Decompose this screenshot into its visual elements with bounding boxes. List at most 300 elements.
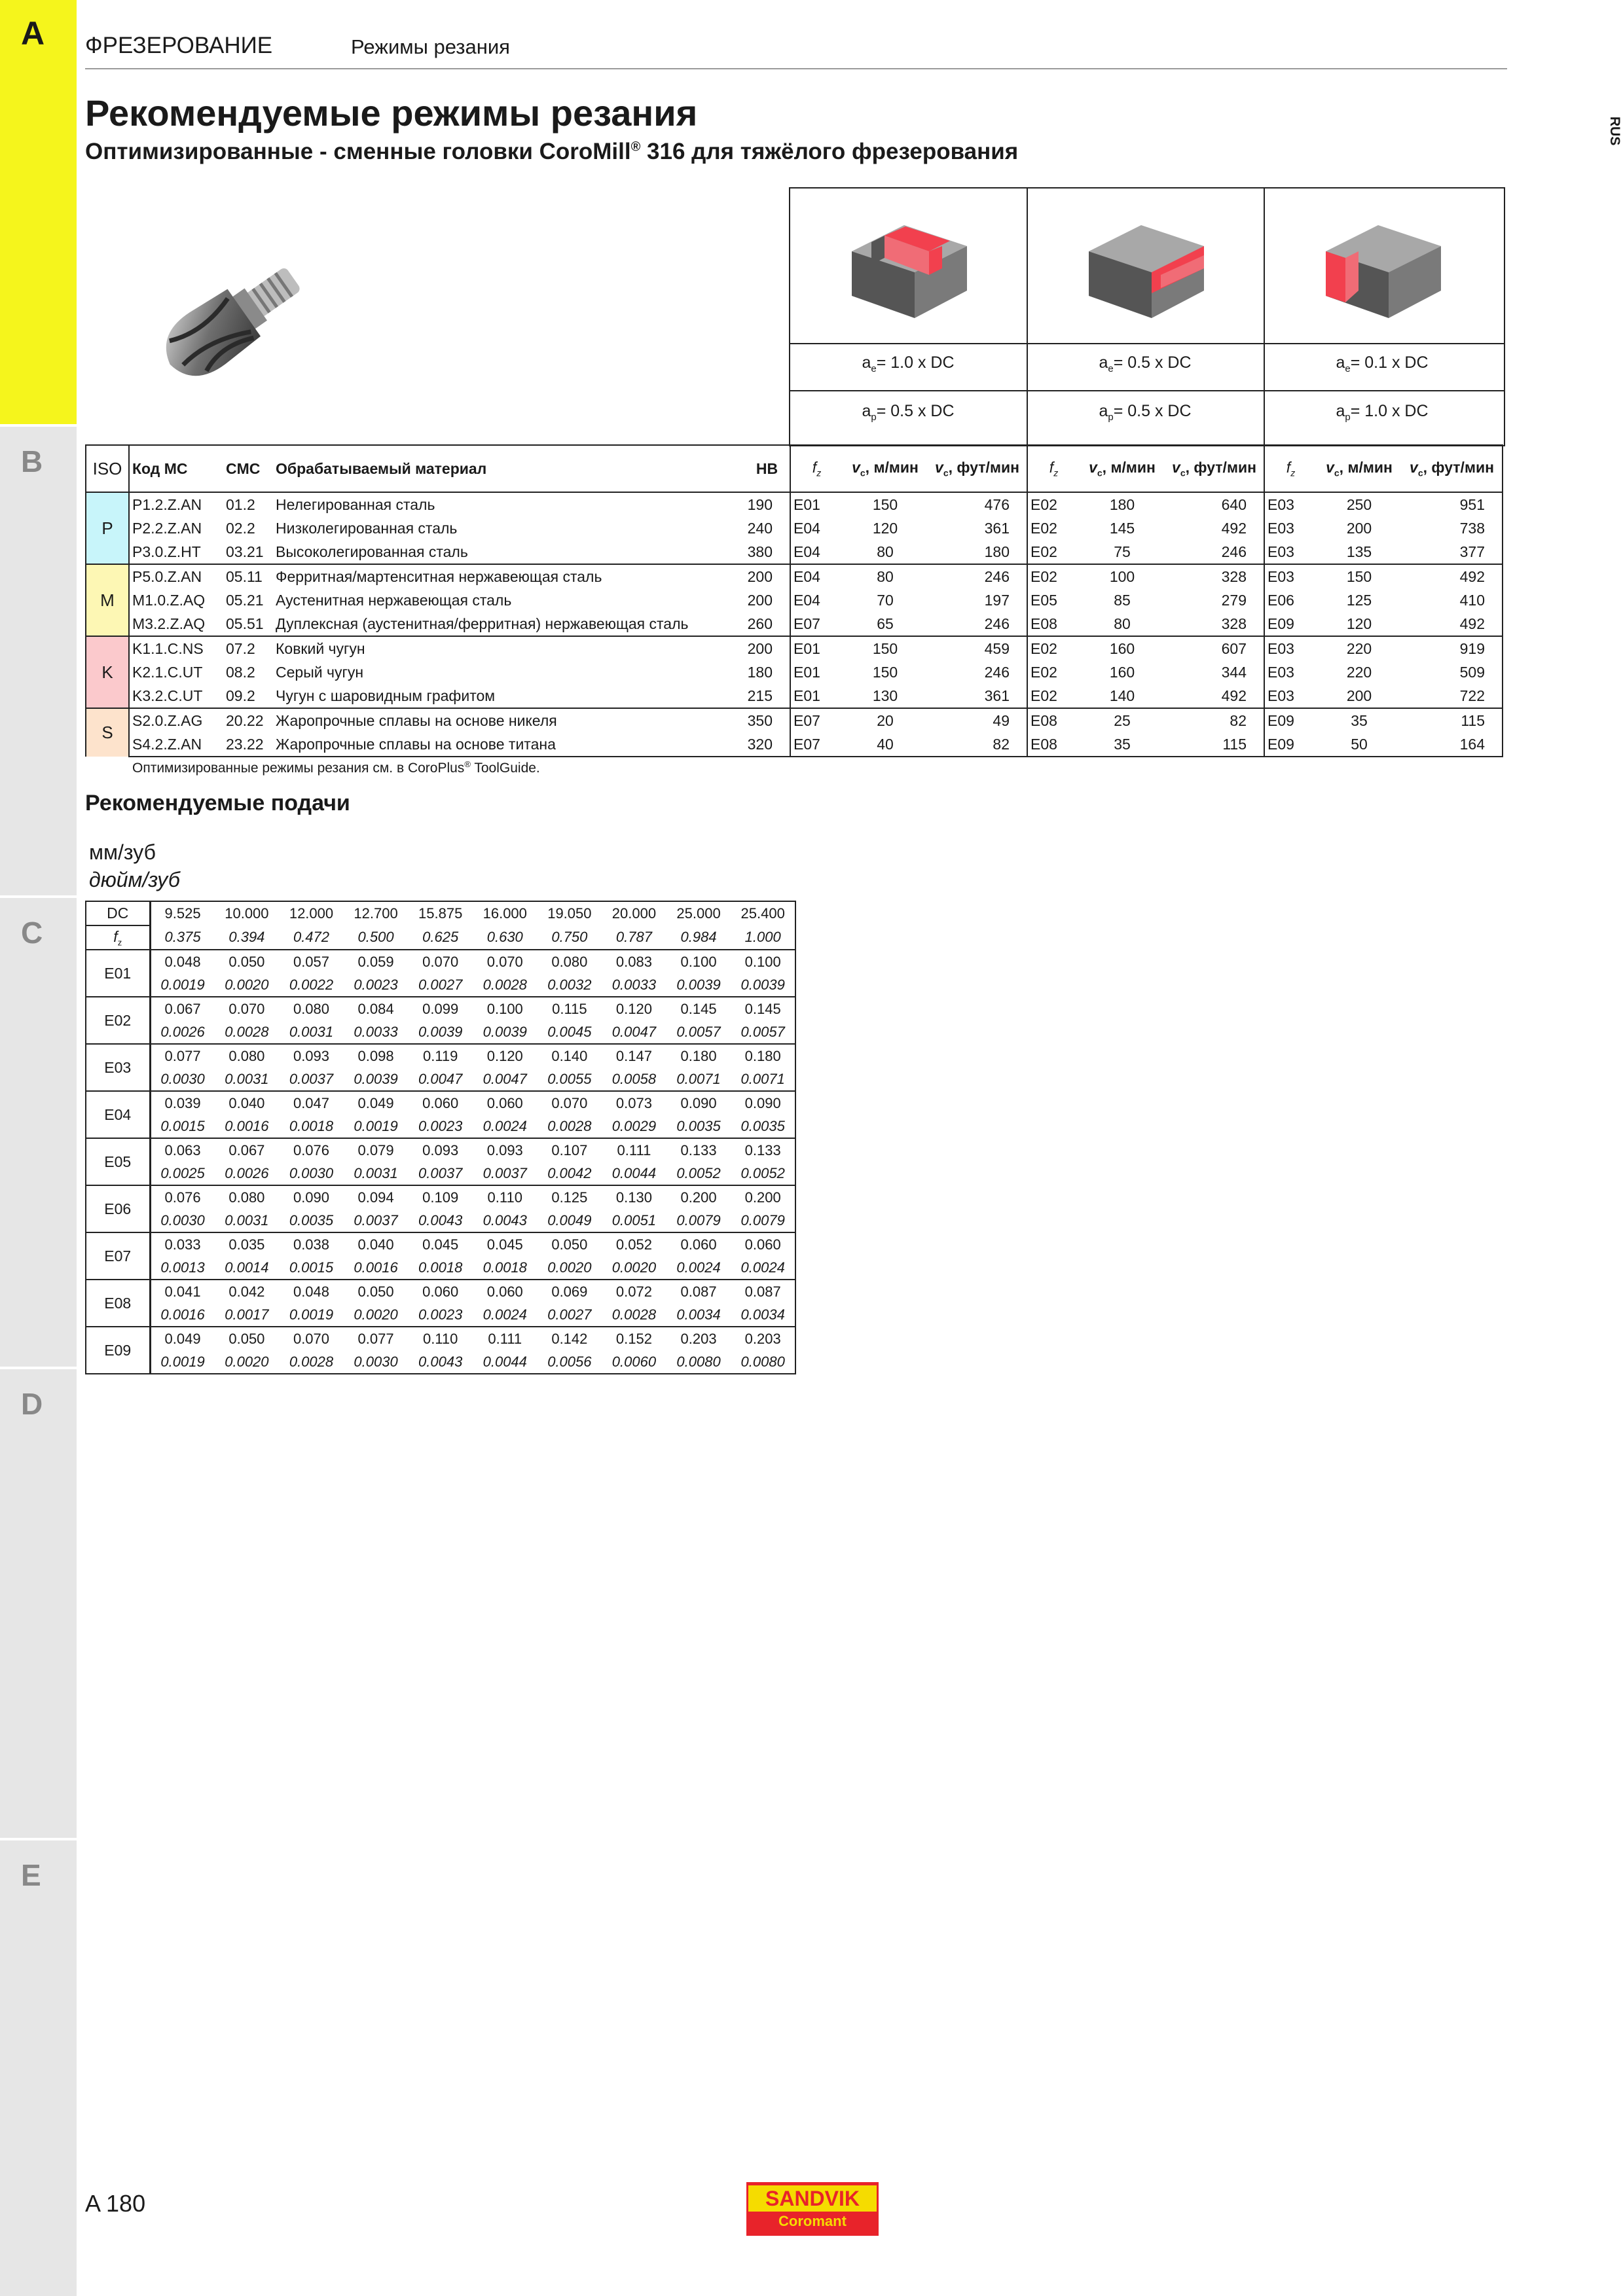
dc-inch-cell: 0.394 [228, 929, 265, 945]
tab-letter: A [21, 15, 45, 52]
dc-mm-cell: 16.000 [483, 905, 527, 922]
feed-inch-cell: 0.0032 [547, 976, 592, 993]
vc-m-cell: 25 [1080, 708, 1165, 732]
vc-ft-cell: 49 [928, 708, 1027, 732]
fz-group-cell: E02 [1030, 687, 1057, 704]
feed-mm-cell: 0.050 [215, 950, 280, 973]
fz-group-cell: E01 [790, 636, 843, 660]
table-header-row [86, 445, 1503, 492]
feed-mm-cell: 0.142 [538, 1327, 602, 1350]
dc-inch-cell: 0.630 [486, 929, 523, 945]
fz-group-cell: E08 [1027, 708, 1080, 732]
table-row [86, 492, 1503, 516]
feed-inch-cell: 0.0044 [483, 1353, 527, 1370]
feed-mm-cell: 0.120 [473, 1044, 538, 1067]
vc-m-cell: 80 [843, 564, 928, 588]
hb-cell: 260 [744, 612, 790, 636]
section-tab-a[interactable] [0, 0, 77, 424]
shoulder-half-icon [1082, 212, 1211, 319]
hb-cell: 200 [744, 588, 790, 612]
feed-mm-cell: 0.110 [473, 1185, 538, 1209]
feed-mm-cell: 0.120 [602, 997, 666, 1020]
feed-mm-cell: 0.033 [150, 1232, 215, 1256]
feeds-row [86, 950, 795, 973]
feed-inch-cell: 0.0030 [354, 1353, 398, 1370]
feeds-dc-inch-row [86, 925, 795, 950]
material-cell: Жаропрочные сплавы на основе титана [273, 732, 744, 757]
feed-mm-cell: 0.099 [408, 997, 473, 1020]
col-iso: ISO [86, 445, 129, 492]
col-mc: Код MC [129, 445, 223, 492]
feed-inch-cell: 0.0017 [225, 1306, 269, 1323]
feeds-row [86, 997, 795, 1020]
feed-mm-cell: 0.070 [215, 997, 280, 1020]
feed-mm-cell: 0.077 [344, 1327, 409, 1350]
vc-m-cell: 200 [1346, 687, 1372, 704]
fz-group-cell: E03 [1267, 519, 1294, 537]
feed-mm-cell: 0.180 [731, 1044, 795, 1067]
feed-inch-cell: 0.0052 [740, 1164, 785, 1181]
tab-letter: C [21, 916, 43, 950]
milling-head-image [143, 247, 326, 391]
fz-group-cell: E09 [1264, 732, 1317, 757]
fz-group-cell: E01 [793, 687, 820, 704]
feed-mm-cell: 0.047 [279, 1091, 344, 1115]
feed-inch-cell: 0.0057 [676, 1023, 721, 1040]
vc-ft-cell: 328 [1165, 564, 1264, 588]
feeds-row [86, 1327, 795, 1350]
registered-mark: ® [630, 139, 641, 154]
fz-group-cell: E04 [790, 564, 843, 588]
feeds-row [86, 973, 795, 997]
feed-mm-cell: 0.087 [731, 1280, 795, 1303]
vc-ft-cell: 459 [928, 636, 1027, 660]
mc-code-cell: M3.2.Z.AQ [132, 615, 206, 632]
feed-inch-cell: 0.0039 [740, 976, 785, 993]
feeds-dc-row [86, 901, 795, 925]
feed-inch-cell: 0.0044 [611, 1164, 657, 1181]
feed-group-cell: E09 [86, 1327, 150, 1374]
vc-m-cell: 75 [1114, 543, 1131, 560]
feed-inch-cell: 0.0030 [160, 1211, 205, 1229]
feed-inch-cell: 0.0020 [547, 1259, 592, 1276]
vc-m-cell: 150 [872, 663, 898, 681]
cmc-code-cell: 07.2 [223, 636, 273, 660]
feed-group-cell: E01 [86, 950, 150, 997]
feed-mm-cell: 0.049 [150, 1327, 215, 1350]
dc-mm-cell: 9.525 [164, 905, 201, 922]
mc-code-cell: K3.2.C.UT [132, 687, 203, 704]
feed-inch-cell: 0.0023 [354, 976, 398, 993]
material-cell: Низколегированная сталь [276, 519, 458, 537]
feed-mm-cell: 0.039 [150, 1091, 215, 1115]
mc-code-cell: S2.0.Z.AG [129, 708, 223, 732]
vc-ft-cell: 607 [1165, 636, 1264, 660]
col-vc-m-1: $v_c$, м/мин [843, 445, 928, 492]
feed-mm-cell: 0.057 [279, 950, 344, 973]
dc-mm-cell: 20.000 [611, 905, 657, 922]
dc-mm-cell: 19.050 [547, 905, 592, 922]
feed-inch-cell: 0.0024 [676, 1259, 721, 1276]
section-tab-c[interactable] [0, 898, 77, 1367]
feed-inch-cell: 0.0018 [289, 1117, 334, 1134]
feed-group-cell: E03 [86, 1044, 150, 1091]
hb-cell: 215 [744, 684, 790, 708]
vc-ft-cell: 640 [1165, 492, 1264, 516]
fz-group-cell: E02 [1030, 543, 1057, 560]
feed-mm-cell: 0.147 [602, 1044, 666, 1067]
feed-inch-cell: 0.0031 [225, 1211, 269, 1229]
fz-group-cell: E07 [790, 732, 843, 757]
ap-label-1: $a_p= 0.5$ x DC [862, 402, 955, 423]
fz-group-cell: E04 [793, 519, 820, 537]
feed-mm-cell: 0.063 [150, 1138, 215, 1162]
feed-mm-cell: 0.079 [344, 1138, 409, 1162]
feeds-table [85, 901, 796, 1374]
feed-mm-cell: 0.098 [344, 1044, 409, 1067]
dc-inch-cell: 0.625 [422, 929, 459, 945]
vc-ft-cell: 492 [1165, 516, 1264, 540]
feeds-row [86, 1256, 795, 1280]
vc-m-cell: 150 [843, 636, 928, 660]
dc-mm-cell: 10.000 [225, 905, 269, 922]
table-row [86, 636, 1503, 660]
feeds-row [86, 1209, 795, 1232]
feed-mm-cell: 0.100 [731, 950, 795, 973]
feed-inch-cell: 0.0080 [676, 1353, 721, 1370]
fz-group-cell: E07 [790, 708, 843, 732]
vc-ft-cell: 180 [928, 540, 1027, 564]
vc-ft-cell: 246 [928, 564, 1027, 588]
vc-ft-cell: 82 [1165, 708, 1264, 732]
dc-inch-cell: 0.472 [293, 929, 330, 945]
feed-inch-cell: 0.0047 [611, 1023, 657, 1040]
feed-mm-cell: 0.180 [666, 1044, 731, 1067]
feed-mm-cell: 0.080 [215, 1044, 280, 1067]
feed-mm-cell: 0.050 [538, 1232, 602, 1256]
feed-mm-cell: 0.076 [279, 1138, 344, 1162]
vc-ft-cell: 197 [928, 588, 1027, 612]
feeds-row [86, 1350, 795, 1374]
hb-cell: 200 [744, 636, 790, 660]
feed-inch-cell: 0.0031 [354, 1164, 398, 1181]
feed-mm-cell: 0.100 [473, 997, 538, 1020]
feed-inch-cell: 0.0028 [289, 1353, 334, 1370]
feed-inch-cell: 0.0016 [354, 1259, 398, 1276]
col-cmc: CMC [223, 445, 273, 492]
table-row [86, 708, 1503, 732]
col-material: Обрабатываемый материал [273, 445, 744, 492]
fz-group-cell: E02 [1027, 492, 1080, 516]
vc-m-cell: 50 [1317, 732, 1402, 757]
vc-m-cell: 20 [843, 708, 928, 732]
vc-m-cell: 160 [1080, 636, 1165, 660]
feed-mm-cell: 0.038 [279, 1232, 344, 1256]
cmc-code-cell: 08.2 [226, 663, 255, 681]
feed-mm-cell: 0.060 [473, 1280, 538, 1303]
feeds-row [86, 1232, 795, 1256]
cmc-code-cell: 09.2 [226, 687, 255, 704]
hb-cell: 350 [744, 708, 790, 732]
feed-group-cell: E04 [86, 1091, 150, 1138]
material-cell: Чугун с шаровидным графитом [276, 687, 496, 704]
hb-cell: 320 [744, 732, 790, 757]
feed-mm-cell: 0.090 [666, 1091, 731, 1115]
feed-mm-cell: 0.048 [150, 950, 215, 973]
feed-inch-cell: 0.0023 [418, 1306, 463, 1323]
feeds-row [86, 1280, 795, 1303]
col-vc-ft-2: $v_c$, фут/мин [1165, 445, 1264, 492]
feed-mm-cell: 0.200 [666, 1185, 731, 1209]
feed-inch-cell: 0.0030 [160, 1070, 205, 1087]
vc-ft-cell: 115 [1165, 732, 1264, 757]
feed-inch-cell: 0.0027 [547, 1306, 592, 1323]
fz-group-cell: E03 [1267, 543, 1294, 560]
tab-letter: B [21, 444, 43, 478]
feed-inch-cell: 0.0049 [547, 1211, 592, 1229]
fz-group-cell: E09 [1264, 708, 1317, 732]
vc-ft-cell: 410 [1402, 588, 1503, 612]
feed-mm-cell: 0.093 [279, 1044, 344, 1067]
feed-inch-cell: 0.0037 [418, 1164, 463, 1181]
ae-label-3: $a_e= 0.1$ x DC [1336, 353, 1429, 374]
feed-mm-cell: 0.093 [408, 1138, 473, 1162]
hb-cell: 200 [744, 564, 790, 588]
feed-mm-cell: 0.203 [731, 1327, 795, 1350]
vc-ft-cell: 246 [928, 612, 1027, 636]
cmc-code-cell: 05.21 [226, 591, 264, 609]
cmc-code-cell: 05.11 [223, 564, 273, 588]
feed-inch-cell: 0.0033 [611, 976, 657, 993]
feed-inch-cell: 0.0071 [676, 1070, 721, 1087]
vc-ft-cell: 476 [928, 492, 1027, 516]
fz-group-cell: E02 [1030, 519, 1057, 537]
fz-group-cell: E01 [793, 663, 820, 681]
feed-mm-cell: 0.067 [215, 1138, 280, 1162]
table-row [86, 588, 1503, 612]
feed-mm-cell: 0.040 [215, 1091, 280, 1115]
feed-group-cell: E07 [86, 1232, 150, 1280]
feed-group-cell: E02 [86, 997, 150, 1044]
vc-m-cell: 150 [843, 492, 928, 516]
feed-inch-cell: 0.0043 [418, 1353, 463, 1370]
vc-ft-cell: 164 [1402, 732, 1503, 757]
feed-mm-cell: 0.069 [538, 1280, 602, 1303]
mc-code-cell: K1.1.C.NS [129, 636, 223, 660]
fz-group-cell: E03 [1264, 636, 1317, 660]
fz-group-cell: E02 [1030, 663, 1057, 681]
feed-inch-cell: 0.0028 [611, 1306, 657, 1323]
unit-inch-label: дюйм/зуб [89, 868, 180, 891]
feed-mm-cell: 0.059 [344, 950, 409, 973]
feed-inch-cell: 0.0052 [676, 1164, 721, 1181]
feed-mm-cell: 0.040 [344, 1232, 409, 1256]
feed-inch-cell: 0.0026 [225, 1164, 269, 1181]
fz-group-cell: E08 [1030, 615, 1057, 632]
feed-inch-cell: 0.0020 [611, 1259, 657, 1276]
feed-mm-cell: 0.060 [731, 1232, 795, 1256]
hb-cell: 380 [744, 540, 790, 564]
feed-inch-cell: 0.0013 [160, 1259, 205, 1276]
col-vc-m-3: $v_c$, м/мин [1317, 445, 1402, 492]
vc-m-cell: 180 [1080, 492, 1165, 516]
feed-inch-cell: 0.0042 [547, 1164, 592, 1181]
fz-group-cell: E02 [1027, 564, 1080, 588]
feed-mm-cell: 0.060 [473, 1091, 538, 1115]
col-hb: HB [744, 445, 790, 492]
feed-mm-cell: 0.133 [731, 1138, 795, 1162]
feed-mm-cell: 0.145 [731, 997, 795, 1020]
feed-mm-cell: 0.093 [473, 1138, 538, 1162]
feeds-row [86, 1044, 795, 1067]
fz-group-cell: E03 [1264, 564, 1317, 588]
mc-code-cell: P1.2.Z.AN [129, 492, 223, 516]
feed-group-cell: E06 [86, 1185, 150, 1232]
ap-label-2: $a_p= 0.5$ x DC [1099, 402, 1192, 423]
vc-ft-cell: 361 [928, 516, 1027, 540]
vc-ft-cell: 738 [1402, 516, 1503, 540]
material-cell: Дуплексная (аустенитная/ферритная) нержавеющая сталь [276, 615, 689, 632]
dc-inch-cell: 0.750 [551, 929, 588, 945]
feed-inch-cell: 0.0060 [611, 1353, 657, 1370]
feed-inch-cell: 0.0037 [289, 1070, 334, 1087]
feeds-row [86, 1185, 795, 1209]
feed-inch-cell: 0.0058 [611, 1070, 657, 1087]
shoulder-thin-icon [1319, 212, 1448, 319]
vc-m-cell: 130 [872, 687, 898, 704]
feed-inch-cell: 0.0079 [676, 1211, 721, 1229]
col-vc-ft-1: $v_c$, фут/мин [928, 445, 1027, 492]
subtitle-text-end: 316 для тяжёлого фрезерования [640, 139, 1019, 164]
vc-m-cell: 40 [843, 732, 928, 757]
feed-mm-cell: 0.090 [731, 1091, 795, 1115]
fz-group-cell: E05 [1030, 591, 1057, 609]
section-tab-b[interactable] [0, 427, 77, 895]
feed-inch-cell: 0.0071 [740, 1070, 785, 1087]
feed-mm-cell: 0.049 [344, 1091, 409, 1115]
fz-group-cell: E09 [1267, 615, 1294, 632]
feed-inch-cell: 0.0020 [225, 1353, 269, 1370]
feed-inch-cell: 0.0027 [418, 976, 463, 993]
material-cell: Жаропрочные сплавы на основе никеля [273, 708, 744, 732]
feed-mm-cell: 0.060 [408, 1280, 473, 1303]
feed-inch-cell: 0.0022 [289, 976, 334, 993]
feed-mm-cell: 0.070 [408, 950, 473, 973]
feed-mm-cell: 0.045 [408, 1232, 473, 1256]
vc-m-cell: 120 [872, 519, 898, 537]
tab-letter: D [21, 1387, 43, 1421]
fz-group-cell: E03 [1267, 663, 1294, 681]
feed-inch-cell: 0.0056 [547, 1353, 592, 1370]
ae-label-1: $a_e= 1.0$ x DC [862, 353, 955, 374]
feed-inch-cell: 0.0026 [160, 1023, 205, 1040]
header-subsection: Режимы резания [351, 35, 510, 58]
feed-mm-cell: 0.060 [408, 1091, 473, 1115]
language-label: RUS [1607, 117, 1622, 146]
col-vc-ft-3: $v_c$, фут/мин [1402, 445, 1503, 492]
feed-mm-cell: 0.080 [538, 950, 602, 973]
feed-mm-cell: 0.203 [666, 1327, 731, 1350]
feed-mm-cell: 0.094 [344, 1185, 409, 1209]
feed-mm-cell: 0.083 [602, 950, 666, 973]
section-tab-d[interactable] [0, 1369, 77, 1838]
feeds-row [86, 1020, 795, 1044]
feeds-row [86, 1138, 795, 1162]
feeds-row [86, 1091, 795, 1115]
cmc-code-cell: 02.2 [226, 519, 255, 537]
feed-mm-cell: 0.111 [602, 1138, 666, 1162]
feed-inch-cell: 0.0057 [740, 1023, 785, 1040]
feed-inch-cell: 0.0043 [418, 1211, 463, 1229]
vc-m-cell: 125 [1346, 591, 1372, 609]
vc-ft-cell: 492 [1165, 684, 1264, 708]
iso-group-cell: K [86, 636, 129, 708]
vc-m-cell: 65 [877, 615, 894, 632]
feed-mm-cell: 0.087 [666, 1280, 731, 1303]
hb-cell: 190 [744, 492, 790, 516]
feed-inch-cell: 0.0039 [676, 976, 721, 993]
feed-group-cell: E05 [86, 1138, 150, 1185]
vc-m-cell: 35 [1317, 708, 1402, 732]
vc-ft-cell: 492 [1402, 612, 1503, 636]
table-row [86, 732, 1503, 757]
ap-label-3: $a_p= 1.0$ x DC [1336, 402, 1429, 423]
dc-inch-cell: 0.500 [357, 929, 394, 945]
dc-mm-cell: 25.400 [740, 905, 785, 922]
feed-inch-cell: 0.0033 [354, 1023, 398, 1040]
feed-inch-cell: 0.0079 [740, 1211, 785, 1229]
feed-inch-cell: 0.0035 [740, 1117, 785, 1134]
feed-mm-cell: 0.125 [538, 1185, 602, 1209]
cmc-code-cell: 20.22 [223, 708, 273, 732]
col-fz-3: $f_z$ [1264, 445, 1317, 492]
fz-group-cell: E06 [1267, 591, 1294, 609]
feeds-row [86, 1067, 795, 1091]
feed-inch-cell: 0.0039 [418, 1023, 463, 1040]
feed-mm-cell: 0.060 [666, 1232, 731, 1256]
feed-mm-cell: 0.080 [215, 1185, 280, 1209]
feed-mm-cell: 0.045 [473, 1232, 538, 1256]
feed-inch-cell: 0.0039 [483, 1023, 527, 1040]
feed-inch-cell: 0.0029 [611, 1117, 657, 1134]
feed-mm-cell: 0.041 [150, 1280, 215, 1303]
feed-mm-cell: 0.080 [279, 997, 344, 1020]
feed-inch-cell: 0.0051 [611, 1211, 657, 1229]
logo-line2: Coromant [778, 2213, 847, 2229]
section-tab-e[interactable] [0, 1840, 77, 2296]
feed-mm-cell: 0.152 [602, 1327, 666, 1350]
feed-inch-cell: 0.0031 [289, 1023, 334, 1040]
footnote: Оптимизированные режимы резания см. в CoroPlus® ToolGuide. [132, 759, 540, 776]
table-row [86, 540, 1503, 564]
dc-inch-cell: 1.000 [744, 929, 781, 945]
feed-mm-cell: 0.042 [215, 1280, 280, 1303]
feed-mm-cell: 0.052 [602, 1232, 666, 1256]
feed-inch-cell: 0.0055 [547, 1070, 592, 1087]
material-cell: Высоколегированная сталь [276, 543, 468, 560]
table-row [86, 516, 1503, 540]
vc-ft-cell: 377 [1402, 540, 1503, 564]
feed-inch-cell: 0.0023 [418, 1117, 463, 1134]
feed-inch-cell: 0.0024 [740, 1259, 785, 1276]
feed-inch-cell: 0.0020 [225, 976, 269, 993]
feed-inch-cell: 0.0034 [676, 1306, 721, 1323]
hb-cell: 240 [744, 516, 790, 540]
mc-code-cell: P5.0.Z.AN [129, 564, 223, 588]
vc-ft-cell: 919 [1402, 636, 1503, 660]
iso-group-cell: P [86, 492, 129, 564]
vc-ft-cell: 328 [1165, 612, 1264, 636]
